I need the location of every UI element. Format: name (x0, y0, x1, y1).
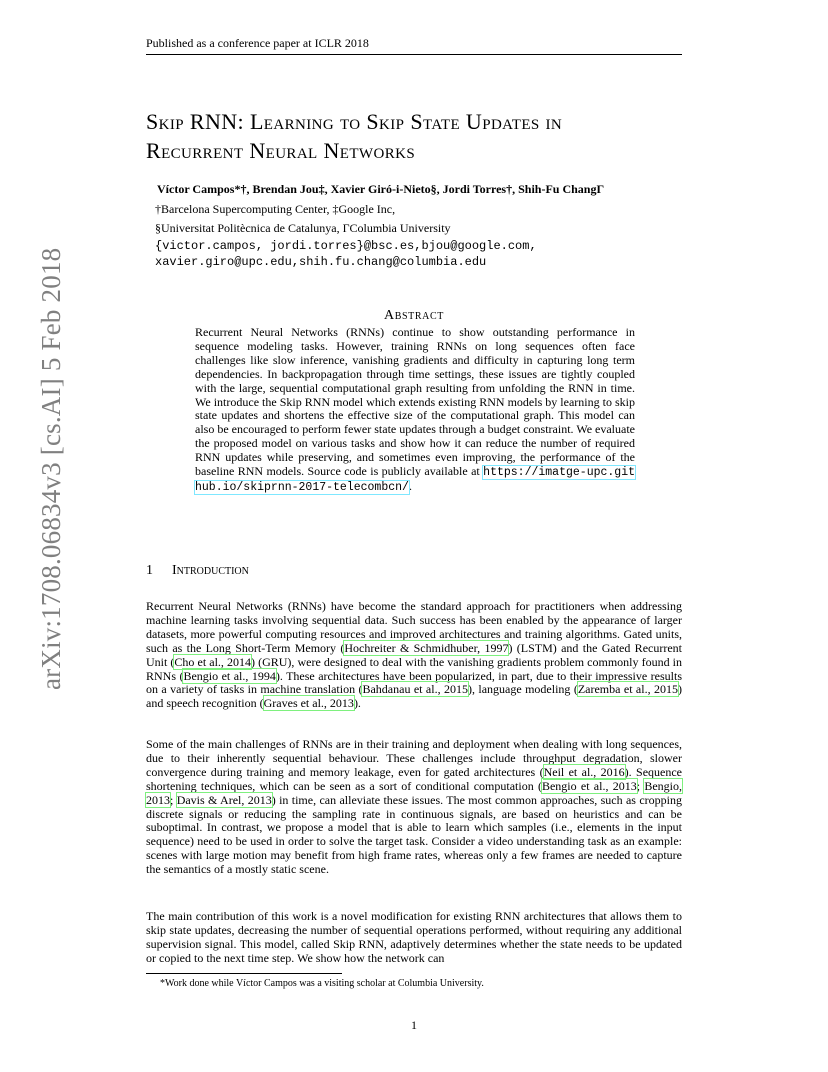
abstract-body (195, 326, 635, 495)
abstract-end: . (408, 478, 412, 493)
abstract-heading: Abstract (384, 308, 444, 323)
citation-link[interactable]: Bahdanau et al., 2015 (362, 682, 468, 697)
citation-link[interactable]: Hochreiter & Schmidhuber, 1997 (344, 640, 509, 655)
text: ). (353, 696, 361, 711)
text: ). These architectures have been popularized, in part, due to their impressive results on a variety of tasks in machine translation ( (146, 668, 682, 697)
intro-paragraph-3: The main contribution of this work is a novel modification for existing RNN architectures that allows them to skip state updates, decreasing the number of sequential operations performed, without requiring any additional supervision signal. This model, called Skip RNN, adaptively determines whether the state needs to be updated or copied to the next time step. We show how the network can (146, 909, 682, 965)
text: ) in time, can alleviate these issues. The most common approaches, such as cropping discrete signals or reducing the sampling rate in continuous signals, are based on heuristics and can be suboptimal. In contrast, we propose a model that is able to learn which samples (i.e., elements in the input sequence) need to be used in order to solve the target task. Consider a video understanding task as an example: scenes with large motion may benefit from high frame rates, whereas only a few frames are needed to capture the semantics of a mostly static scene. (146, 792, 682, 877)
citation-link[interactable]: Graves et al., 2013 (263, 696, 354, 711)
citation-link[interactable]: Bengio et al., 1994 (183, 668, 276, 683)
text: ) (GRU), were designed to deal with the vanishing gradients problem commonly found in RNNs ( (146, 654, 682, 683)
citation-link[interactable]: Cho et al., 2014 (174, 654, 251, 669)
affiliation-line-2: §Universitat Politècnica de Catalunya, ΓColumbia University (155, 221, 451, 235)
header-rule (146, 54, 682, 55)
affiliation-line-1: †Barcelona Supercomputing Center, ‡Google Inc, (155, 202, 396, 216)
running-header: Published as a conference paper at ICLR 2018 (146, 36, 369, 50)
section-heading (146, 563, 249, 579)
text: ), language modeling ( (467, 682, 578, 697)
citation-link[interactable]: Neil et al., 2016 (543, 764, 625, 779)
citation-link[interactable]: Davis & Arel, 2013 (176, 792, 272, 807)
intro-paragraph-1 (146, 600, 682, 711)
text: ) (LSTM) and the Gated Recurrent Unit ( (146, 640, 682, 669)
email-line-1: {victor.campos, jordi.torres}@bsc.es,bjou@google.com, (155, 239, 537, 253)
text: ; (636, 778, 645, 793)
text: ; (170, 792, 177, 807)
text: ). Sequence shortening techniques, which can be seen as a sort of conditional computation ( (146, 764, 682, 793)
citation-link[interactable]: Zaremba et al., 2015 (577, 682, 678, 697)
footnote: *Work done while Víctor Campos was a visiting scholar at Columbia University. (160, 978, 484, 989)
intro-paragraph-2 (146, 738, 682, 877)
text: ) and speech recognition ( (146, 682, 682, 711)
abstract-text: Recurrent Neural Networks (RNNs) continue to show outstanding performance in sequence modeling tasks. However, training RNNs on long sequences often face challenges like slow inference, vanishing gradients and difficulty in capturing long term dependencies. In backpropagation through time settings, these issues are tightly coupled with the large, sequential computational graph resulting from unfolding the RNN in time. We introduce the Skip RNN model which extends existing RNN models by learning to skip state updates and shortens the effective size of the computational graph. This model can also be encouraged to perform fewer state updates through a budget constraint. We evaluate the proposed model on various tasks and show how it can reduce the number of required RNN updates while preserving, and sometimes even improving, the performance of the baseline RNN models. Source code is publicly available at (195, 325, 635, 479)
text: Recurrent Neural Networks (RNNs) have become the standard approach for practitioners when addressing machine learning tasks involving sequential data. Such success has been enabled by the appearance of larger datasets, more powerful computing resources and improved architectures and training algorithms. Gated units, such as the Long Short-Term Memory ( (146, 599, 682, 655)
section-title: Introduction (172, 563, 249, 578)
page-number: 1 (411, 1018, 417, 1032)
arxiv-stamp: arXiv:1708.06834v3 [cs.AI] 5 Feb 2018 (36, 247, 66, 690)
author-list: Víctor Campos*†, Brendan Jou‡, Xavier Giró-i-Nieto§, Jordi Torres†, Shih-Fu ChangΓ (157, 182, 605, 196)
title-line-2: Recurrent Neural Networks (146, 138, 416, 163)
email-line-2: xavier.giro@upc.edu,shih.fu.chang@columbia.edu (155, 255, 487, 269)
citation-link[interactable]: Bengio, 2013 (146, 778, 682, 807)
source-code-link[interactable]: https://imatge-upc.github.io/skiprnn-2017-telecombcn/ (195, 466, 635, 494)
section-number: 1 (146, 563, 153, 578)
citation-link[interactable]: Bengio et al., 2013 (541, 778, 637, 793)
text: Some of the main challenges of RNNs are in their training and deployment when dealing with long sequences, due to their inherently sequential behaviour. These challenges include throughput degradation, slower convergence during training and memory leakage, even for gated architectures ( (146, 737, 682, 779)
title-line-1: Skip RNN: Learning to Skip State Updates in (146, 109, 563, 134)
paper-title (146, 107, 706, 165)
footnote-rule (146, 973, 342, 974)
